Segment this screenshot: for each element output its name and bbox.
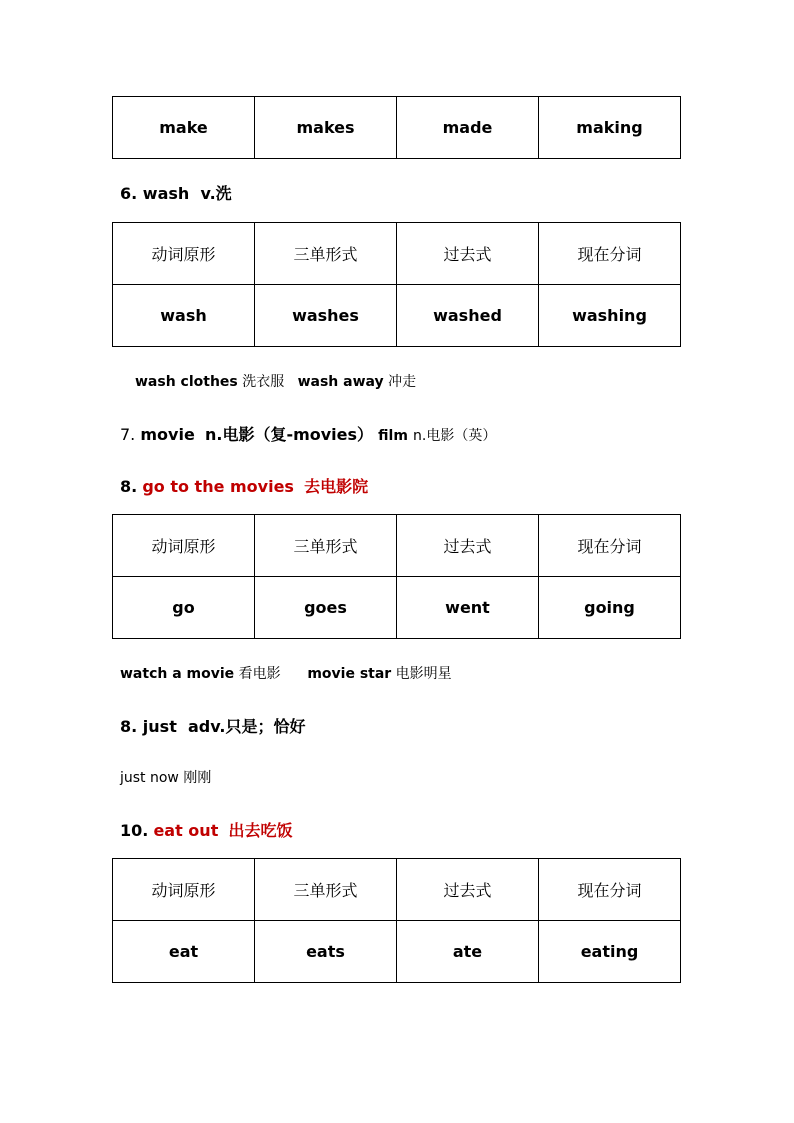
item-pos: v.洗 [200,184,232,203]
table-cell: makes [255,97,397,159]
phrase-cn: 洗衣服 [242,374,285,390]
phrase-cn: 刚刚 [183,770,212,786]
table-cell: eating [539,921,681,983]
phrase-en: just now [120,770,179,786]
item-heading-7 [120,422,496,445]
column-header: 三单形式 [255,223,397,285]
phrase-en: wash away [297,374,384,390]
verb-forms-table-wash [112,222,681,347]
item-phrase-cn: 去电影院 [304,477,369,496]
item-heading-6 [120,181,232,204]
verb-forms-table-make [112,96,681,159]
column-header: 动词原形 [113,859,255,921]
phrase-en: wash clothes [135,374,238,390]
item-number: 10. [120,821,149,840]
column-header: 三单形式 [255,859,397,921]
item-number: 7. [120,425,136,444]
table-cell: go [113,577,255,639]
item-phrase: go to the movies [142,477,294,496]
item-pos: n.电影（复-movies） [204,425,374,444]
phrase-en: watch a movie [120,666,235,682]
phrases-line-8 [120,663,452,683]
column-header: 现在分词 [539,859,681,921]
item-heading-8a [120,474,368,497]
table-row [113,577,681,639]
item-alt-cn: n.电影（英） [413,428,497,444]
table-cell: made [397,97,539,159]
table-row [113,921,681,983]
item-word: just [142,717,177,736]
item-heading-8b [120,714,305,737]
item-word: wash [142,184,190,203]
phrase-en: movie star [307,666,392,682]
phrase-cn: 看电影 [238,666,281,682]
table-cell: making [539,97,681,159]
verb-forms-table-go [112,514,681,639]
table-header-row [113,515,681,577]
table-row [113,285,681,347]
item-word: movie [140,425,195,444]
table-cell: ate [397,921,539,983]
column-header: 动词原形 [113,515,255,577]
table-cell: washing [539,285,681,347]
column-header: 过去式 [397,223,539,285]
item-heading-10 [120,818,293,841]
item-number: 6. [120,184,138,203]
column-header: 现在分词 [539,515,681,577]
table-cell: goes [255,577,397,639]
column-header: 三单形式 [255,515,397,577]
table-cell: going [539,577,681,639]
table-header-row [113,223,681,285]
table-cell: make [113,97,255,159]
phrase-just-now [120,767,211,787]
column-header: 过去式 [397,515,539,577]
item-phrase-cn: 出去吃饭 [228,821,293,840]
item-pos: adv.只是；恰好 [187,717,306,736]
table-row [113,97,681,159]
table-cell: eat [113,921,255,983]
item-number: 8. [120,477,138,496]
table-cell: washed [397,285,539,347]
column-header: 动词原形 [113,223,255,285]
phrases-line-6 [135,371,416,391]
phrase-cn: 冲走 [388,374,417,390]
column-header: 现在分词 [539,223,681,285]
phrase-cn: 电影明星 [395,666,452,682]
table-cell: eats [255,921,397,983]
item-phrase: eat out [153,821,219,840]
table-header-row [113,859,681,921]
item-number: 8. [120,717,138,736]
table-cell: washes [255,285,397,347]
table-cell: went [397,577,539,639]
column-header: 过去式 [397,859,539,921]
table-cell: wash [113,285,255,347]
verb-forms-table-eat [112,858,681,983]
item-alt: film [378,428,408,444]
